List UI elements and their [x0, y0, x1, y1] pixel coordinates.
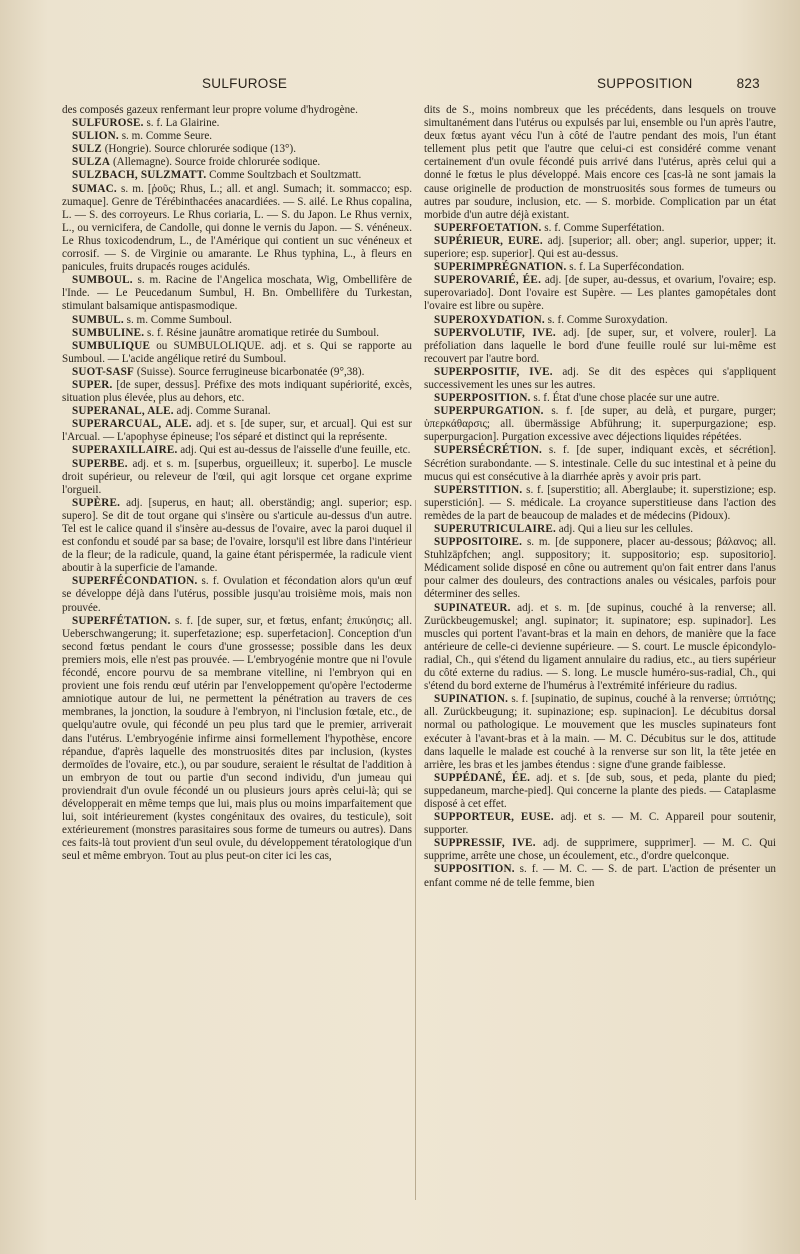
dictionary-entry	[62, 458, 412, 497]
dictionary-entry	[62, 143, 412, 156]
entry-headword: SUPERARCUAL, ALE.	[72, 418, 192, 431]
left-column	[62, 104, 412, 863]
left-running-title: SULFUROSE	[202, 76, 288, 91]
entry-headword: SUPERSTITION.	[434, 483, 523, 496]
entry-definition: s. m. Racine de l'Angelica moschata, Wig, Ombellifère de l'Inde. — Le Peucedanum Sumbul, H. Bn. Ombellifère du Turkestan, stimulant balsamique antispasmodique.	[62, 274, 412, 313]
entry-headword: SUPPORTEUR, EUSE.	[434, 811, 554, 824]
entry-definition: s. f. [superstitio; all. Aberglaube; it. superstizione; esp. superstición]. — S. médicale. La croyance superstitieuse dans l'action des remèdes de la part de beaucoup de malades et de médecins (Pidoux).	[424, 483, 776, 522]
entry-definition: adj. et s. [de sub, sous, et peda, plante du pied; suppedaneum, marche-pied]. Qui concerne la plante des pieds. — Cataplasme disposé à cet effet.	[424, 771, 776, 810]
dictionary-entry	[424, 484, 776, 523]
entry-definition: s. f. Comme Superfétation.	[541, 221, 665, 234]
entry-headword: SUPÉRIEUR, EURE.	[434, 234, 543, 247]
entry-headword: SUPERUTRICULAIRE.	[434, 523, 556, 535]
entry-definition: adj. [de super, au-dessus, et ovarium, l'ovaire; esp. superovariado]. Dont l'ovaire est Supère. — Les plantes gamopétales dont l'ovaire est libre ou supère.	[424, 274, 777, 313]
entry-definition: adj. Qui est au-dessus de l'aisselle d'une feuille, etc.	[177, 444, 411, 457]
entry-definition: s. f. [de super, indiquant excès, et sécrétion]. Sécrétion surabondante. — S. intestinale. Celle du suc intestinal et à peine du mucus qui est consécutive à la diarrhée après y avoir pris part.	[424, 444, 776, 483]
entry-definition: s. f. État d'une chose placée sur une autre.	[530, 392, 720, 405]
entry-definition: adj. Comme Suranal.	[173, 405, 271, 418]
entry-definition: adj. [superior; all. ober; angl. superior, upper; it. superiore; esp. superior]. Qui est au-dessus.	[424, 234, 777, 261]
entry-headword: SUOT-SASF	[72, 365, 135, 378]
dictionary-entry	[424, 405, 776, 444]
entry-headword: SUPERBE.	[72, 457, 128, 470]
dictionary-entry	[62, 340, 412, 366]
dictionary-entry	[424, 837, 776, 863]
dictionary-entry	[62, 104, 412, 117]
entry-headword: SUPERAXILLAIRE.	[72, 444, 178, 457]
dictionary-entry	[424, 261, 776, 274]
entry-definition: adj. de supprimere, supprimer]. — M. C. Qui supprime, arrête une chose, un écoulement, etc., d'ordre quelconque.	[424, 837, 776, 863]
dictionary-entry	[424, 235, 776, 261]
entry-definition: dits de S., moins nombreux que les précédents, dans lesquels on trouve simultanément dans l'utérus ou expulsés par lui, ensemble ou l'un après l'autre, deux fœtus ayant vécu l'un à côté de l'autre pendant des mois, l'un étant tellement plus petit que l'autre que celui-ci est considéré comme venant certainement d'un ovule fécondé puis arrivé dans l'utérus, après celui qui a donné le fœtus le plus développé. Mais encore ces [cas-là ne sont jamais la cause originelle de production de monstruosités sous formes de tumeurs ou autres par soudure, inclusion, etc. — S. morbide. Complication par un état morbide d'un autre déjà existant.	[424, 104, 776, 221]
entry-definition: s. m. [de supponere, placer au-dessous; βάλανος; all. Stuhlzäpfchen; angl. suppository; it. suppositorio; esp. supositorio]. Médicament solide disposé en cône ou autrement qu'on fait entrer dans l'anus pour calmer des douleurs, des contractions anales ou vésicales, parfois pour déterminer des selles.	[424, 536, 776, 601]
dictionary-entry	[62, 379, 412, 405]
entry-definition: adj. et s. m. [superbus, orgueilleux; it. superbo]. Le muscle droit supérieur, ou releveur de l'œil, qui agit lorsque cet organe exprime l'orgueil.	[62, 457, 412, 496]
dictionary-entry	[424, 444, 776, 483]
entry-headword: SUPÈRE.	[72, 496, 121, 509]
entry-definition: adj. et s. [de super, sur, et arcual]. Qui est sur l'Arcual. — L'apophyse épineuse; l'os séparé et distinct qui la représente.	[62, 418, 412, 444]
entry-definition: s. f. Ovulation et fécondation alors qu'un œuf se développe déjà dans l'utérus, possible jusqu'au troisième mois, mais non prouvée.	[62, 575, 412, 614]
entry-definition: des composés gazeux renfermant leur propre volume d'hydrogène.	[62, 104, 358, 116]
entry-headword: SUPERANAL, ALE.	[72, 405, 174, 418]
right-column	[424, 104, 776, 890]
entry-definition: adj. et s. m. [de supinus, couché à la renverse; all. Zurückbeugemuskel; angl. supinator; it. supinatore; esp. supinador]. Les muscles qui portent l'avant-bras et la main en dehors, de manière que la face antérieure de celle-ci devienne supérieure. — S. court. Le muscle épicondylo-radial, Ch., qui s'étend du ligament annulaire du radius, etc., au tiers supérieur du côté externe du radius. — S. long. Le muscle huméro-sus-radial, Ch., qui s'étend du bord externe de l'humérus à l'extrémité inférieure du radius.	[424, 601, 776, 693]
dictionary-entry	[62, 183, 412, 275]
entry-definition: s. f. Résine jaunâtre aromatique retirée du Sumboul.	[144, 326, 380, 339]
entry-headword: SUPERIMPRÉGNATION.	[434, 261, 567, 274]
dictionary-entry	[424, 602, 776, 694]
entry-definition: s. f. Comme Suroxydation.	[544, 313, 668, 326]
entry-definition: adj. [de super, sur, et volvere, rouler]. La préfoliation dans laquelle le bord d'une feuille roulé sur lui-même est recouvert par l'autre bord.	[424, 326, 776, 365]
entry-headword: SULFUROSE.	[72, 117, 144, 130]
entry-definition: s. f. La Glairine.	[143, 117, 220, 130]
entry-headword: SUPERSÉCRÉTION.	[434, 444, 542, 457]
entry-definition: Comme Soultzbach et Soultzmatt.	[206, 169, 362, 182]
dictionary-entry	[62, 169, 412, 182]
dictionary-entry	[62, 117, 412, 130]
page-number: 823	[736, 76, 760, 91]
entry-definition: adj. Se dit des espèces qui s'appliquent successivement les unes sur les autres.	[424, 365, 776, 391]
dictionary-entry	[424, 863, 776, 889]
entry-headword: SUPEROXYDATION.	[434, 313, 545, 326]
entry-definition: (Allemagne). Source froide chlorurée sodique.	[110, 156, 321, 169]
entry-definition: s. f. [supinatio, de supinus, couché à la renverse; ὑπτιότης; all. Zurückbeugung; it. supinazione; esp. supinacion]. Le décubitus dorsal normal ou pathologique. Le mouvement que les muscles supinateurs font exécuter à l'avant-bras et à la main. — M. C. Décubitus sur le dos, attitude dans laquelle le malade est couché à la renverse sur son lit, la tête jetée en arrière, les bras et les jambes étendus : signe d'une grande faiblesse.	[424, 693, 776, 771]
entry-definition: adj. Qui a lieu sur les cellules.	[555, 523, 694, 535]
dictionary-entry	[62, 366, 412, 379]
entry-headword: SULION.	[72, 130, 119, 143]
dictionary-entry	[62, 615, 412, 864]
entry-definition: [de super, dessus]. Préfixe des mots indiquant supériorité, excès, situation plus élevée, plus au dehors, etc.	[62, 378, 412, 405]
dictionary-entry	[62, 444, 412, 457]
entry-definition: s. m. Comme Seure.	[118, 130, 213, 143]
column-divider	[415, 500, 416, 1200]
dictionary-entry	[62, 405, 412, 418]
dictionary-entry	[424, 327, 776, 366]
entry-definition: s. m. Comme Sumboul.	[123, 313, 232, 326]
entry-headword: SUPPOSITOIRE.	[434, 536, 523, 549]
entry-definition: (Hongrie). Source chlorurée sodique (13°).	[101, 143, 296, 156]
entry-headword: SUPINATION.	[434, 693, 509, 706]
entry-definition: adj. [superus, en haut; all. oberständig; angl. superior; esp. supero]. Se dit de tout organe qui s'insère ou s'articule au-dessus d'un autre. Tel est le calice quand il s'insère au-dessus de l'ovaire, avec la paroi duquel il est confondu et soudé par sa base; de l'ovaire, lorsqu'il est libre dans l'intérieur de la fleur; de la radicule, quand, la gaine étant périspermée, la radicule vient aboutir à la superficie de l'amande.	[62, 496, 412, 575]
entry-headword: SUPERFOETATION.	[434, 221, 542, 234]
dictionary-entry	[62, 327, 412, 340]
dictionary-entry	[424, 314, 776, 327]
dictionary-entry	[424, 366, 776, 392]
running-header	[62, 76, 760, 98]
entry-definition: adj. et s. — M. C. Appareil pour soutenir, supporter.	[424, 811, 777, 837]
dictionary-entry	[424, 693, 776, 772]
entry-headword: SUPERPURGATION.	[434, 405, 544, 418]
dictionary-entry	[62, 575, 412, 614]
entry-headword: SUPPRESSIF, IVE.	[434, 837, 536, 850]
entry-headword: SUPINATEUR.	[434, 601, 511, 614]
dictionary-entry	[424, 392, 776, 405]
dictionary-entry	[62, 418, 412, 444]
entry-definition: s. f. La Superfécondation.	[566, 261, 685, 274]
entry-headword: SUPER.	[72, 378, 113, 391]
entry-definition: (Suisse). Source ferrugineuse bicarbonatée (9°,38).	[134, 365, 365, 378]
entry-headword: SULZBACH, SULZMATT.	[72, 169, 207, 182]
dictionary-entry	[62, 497, 412, 576]
entry-headword: SUPERFÉCONDATION.	[72, 575, 198, 588]
entry-headword: SUMBULINE.	[72, 326, 145, 339]
entry-headword: SUPERVOLUTIF, IVE.	[434, 326, 556, 339]
entry-headword: SUPERPOSITIF, IVE.	[434, 365, 553, 378]
dictionary-entry	[62, 156, 412, 169]
dictionary-entry	[424, 104, 776, 222]
entry-headword: SULZ	[72, 143, 102, 156]
dictionary-entry	[424, 274, 776, 313]
entry-headword: SUPERFÉTATION.	[72, 614, 171, 627]
entry-headword: SULZA	[72, 156, 111, 169]
entry-definition: s. f. [de super, au delà, et purgare, purger; ὑπερκάθαρσις; all. übermässige Abführung; it. superpurgazione; esp. superpurgacion]. Purgation excessive avec déjections liquides répétées.	[424, 405, 776, 444]
entry-headword: SUMBULIQUE	[72, 339, 151, 352]
dictionary-entry	[424, 222, 776, 235]
entry-headword: SUMBUL.	[72, 313, 124, 326]
entry-headword: SUMBOUL.	[72, 274, 133, 287]
entry-definition: ou SUMBULOLIQUE. adj. et s. Qui se rapporte au Sumboul. — L'acide angélique retiré du Sumboul.	[62, 339, 412, 365]
dictionary-entry	[424, 772, 776, 811]
dictionary-entry	[424, 523, 776, 536]
entry-headword: SUPPÉDANÉ, ÉE.	[434, 771, 531, 784]
entry-definition: s. m. [ῥοῦς; Rhus, L.; all. et angl. Sumach; it. sommacco; esp. zumaque]. Genre de Térébinthacées anacardiées. — S. ailé. Le Rhus copalina, L. — S. des corroyeurs. Le Rhus coriaria, L. — S. du Japon. Le Rhus vernix, L., ou vernicifera, de Candolle, qui donne le vernis du Japon. — S. vénéneux. Le Rhus toxicodendrum, L., de l'Amérique qui contient un suc vénéneux et corrosif. — S. de Virginie ou amarante. Le Rhus typhina, L., à fleurs en panicules, fruits drupacés rouges acidulés.	[62, 182, 412, 274]
dictionary-entry	[62, 130, 412, 143]
entry-headword: SUPEROVARIÉ, ÉE.	[434, 274, 542, 287]
entry-headword: SUMAC.	[72, 182, 117, 195]
dictionary-entry	[424, 811, 776, 837]
entry-headword: SUPERPOSITION.	[434, 392, 531, 405]
entry-definition: s. f. [de super, sur, et fœtus, enfant; ἐπικύησις; all. Ueberschwangerung; it. superfetazione; esp. superfetacion]. Conception d'un second fœtus pendant le cours d'une grossesse; possible dans les deux premiers mois, elle n'est pas prouvée. — L'embryogénie montre que ni l'ovule fécondé, encore pourvu de sa membrane vitelline, ni l'embryon qui en provient une fois rendu œuf utérin par l'enveloppement qu'opère l'ectoderme amniotique autour de lui, ne permettent la pénétration au travers de ces membranes, la jonction, la soudure à l'embryon, ni l'inclusion fœtale, etc., de quelqu'autre ovule, qui fécondé un peu plus tard que le premier, arriverait dans l'utérus. L'embryogénie infirme ainsi formellement l'hypothèse, encore répandue, d'après laquelle des monstruosités dites par inclusion, (kystes dermoïdes de l'ovaire, etc.), ou par soudure, seraient le résultat de l'addition à un embryon de tout ou partie d'un second individu, d'un jumeau qui proviendrait d'un ovule fécondé un ou plusieurs jours après celui-là; qui se développerait en même temps que lui, mais plus ou moins imparfaitement que lui, soit intérieurement (kystes congénitaux des ovaires, du testicule), soit extérieurement (monstres parasitaires sous forme de tumeurs ou autres). Dans ces faits-là tout provient d'un seul ovule, du développement tératologique d'un seul et même embryon. Tout au plus peut-on citer ici les cas,	[62, 614, 412, 863]
dictionary-entry	[62, 274, 412, 313]
right-running-title: SUPPOSITION	[597, 76, 693, 91]
entry-headword: SUPPOSITION.	[434, 863, 515, 876]
dictionary-entry	[424, 536, 776, 601]
dictionary-entry	[62, 314, 412, 327]
entry-definition: s. f. — M. C. — S. de part. L'action de présenter un enfant comme né de telle femme, bien	[424, 863, 776, 889]
